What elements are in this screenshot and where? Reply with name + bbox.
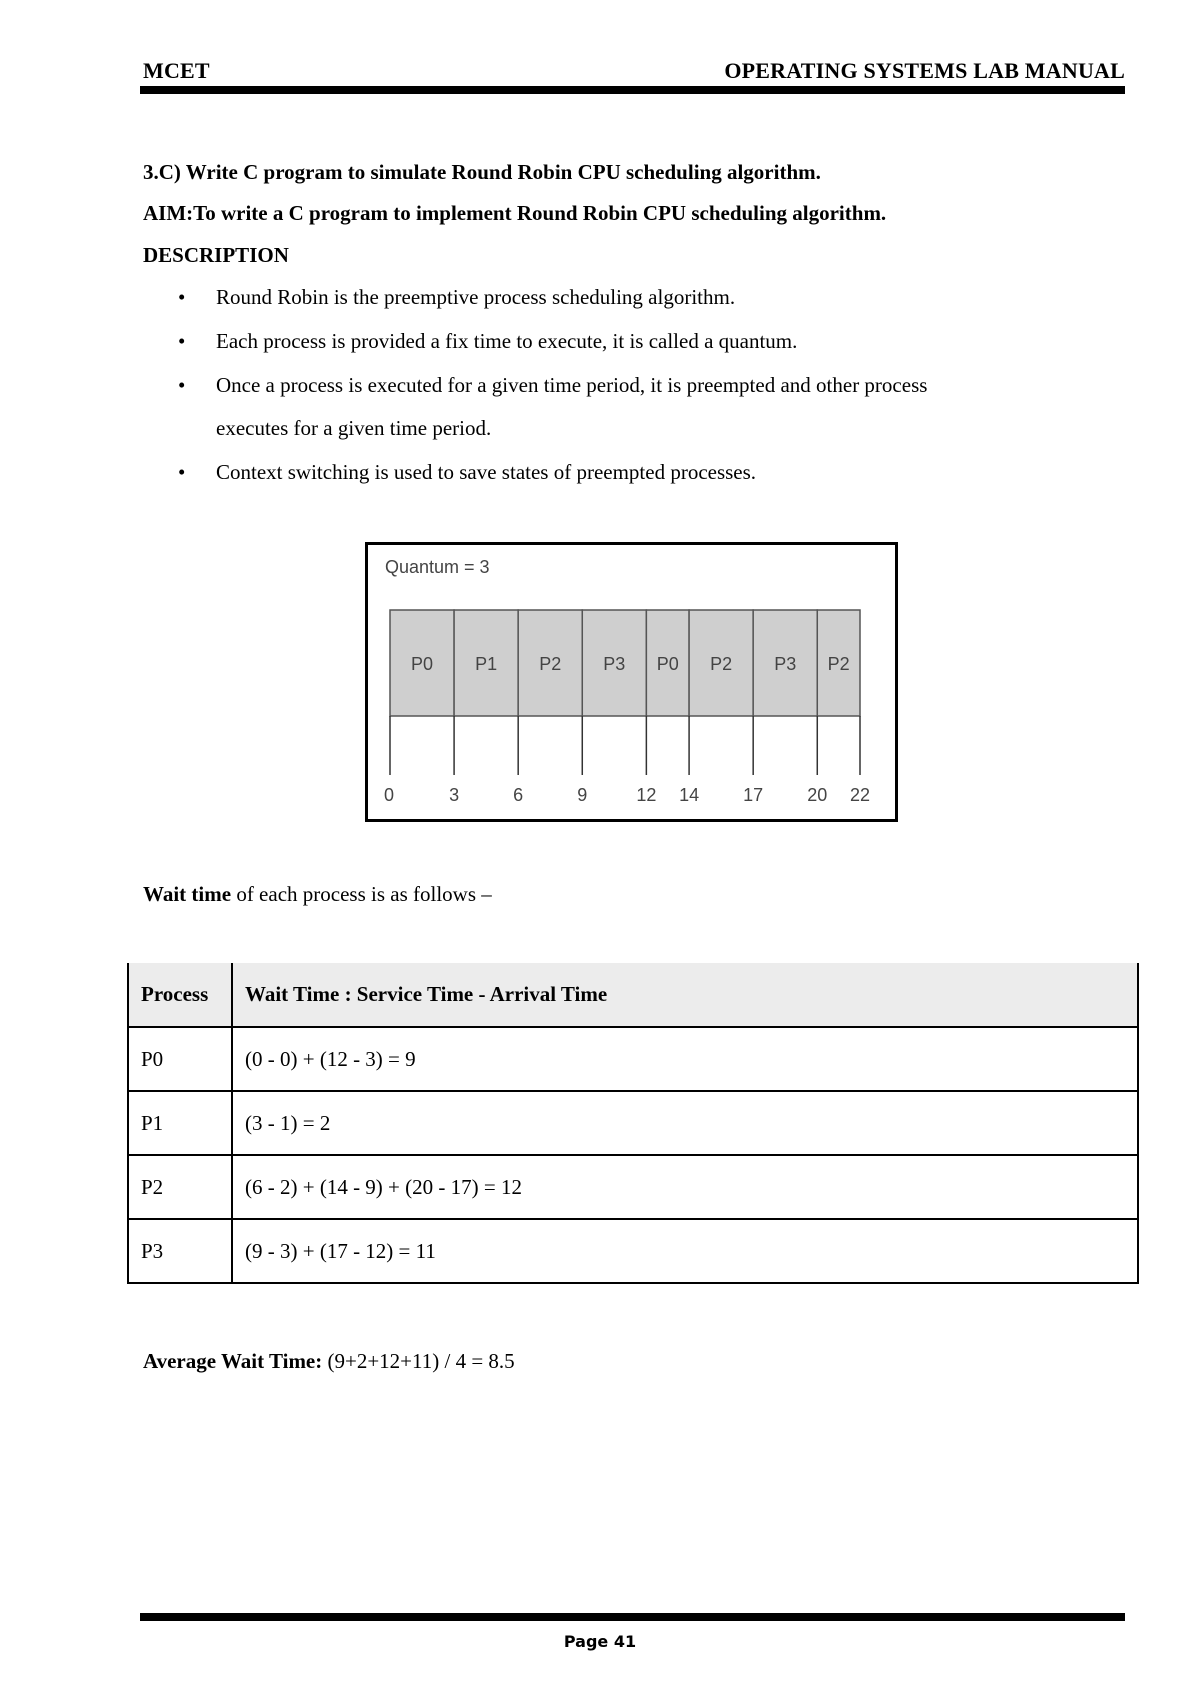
gantt-tick-label: 0 <box>384 785 395 805</box>
gantt-chart <box>368 545 895 819</box>
gantt-tick-label: 3 <box>449 785 460 805</box>
table-cell-process: P3 <box>128 1219 232 1283</box>
table-row <box>128 1219 1138 1283</box>
bullet-item: Once a process is executed for a given time period, it is preempted and other process <box>216 373 928 397</box>
average-wait-time-value: (9+2+12+11) / 4 = 8.5 <box>322 1349 515 1373</box>
header-cell-wait-time: Wait Time : Service Time - Arrival Time <box>232 963 1138 1027</box>
gantt-tick-label: 20 <box>807 785 828 805</box>
gantt-segment-label: P2 <box>710 654 733 674</box>
bullet-dot: • <box>178 285 186 309</box>
table-header-row <box>128 963 1138 1027</box>
table-row <box>128 1155 1138 1219</box>
wait-time-intro-bold: Wait time <box>143 882 232 906</box>
bullet-item: Each process is provided a fix time to execute, it is called a quantum. <box>216 329 798 353</box>
gantt-segment-label: P2 <box>539 654 562 674</box>
wait-time-intro <box>143 882 492 907</box>
table-cell-wait-time: (9 - 3) + (17 - 12) = 11 <box>232 1219 1138 1283</box>
gantt-tick-label: 12 <box>636 785 657 805</box>
table-cell-wait-time: (6 - 2) + (14 - 9) + (20 - 17) = 12 <box>232 1155 1138 1219</box>
average-wait-time <box>143 1349 515 1374</box>
description-heading: DESCRIPTION <box>143 243 289 267</box>
bullet-dot: • <box>178 329 186 353</box>
gantt-tick-label: 22 <box>849 785 871 805</box>
gantt-segment-label: P1 <box>475 654 498 674</box>
gantt-tick-label: 6 <box>513 785 524 805</box>
bullet-dot: • <box>178 373 186 397</box>
table-cell-wait-time: (0 - 0) + (12 - 3) = 9 <box>232 1027 1138 1091</box>
gantt-tick-label: 17 <box>743 785 764 805</box>
bullet-item: Round Robin is the preemptive process scheduling algorithm. <box>216 285 736 309</box>
gantt-segment-label: P2 <box>827 654 850 674</box>
header-left: MCET <box>143 58 210 83</box>
gantt-segment-label: P0 <box>656 654 679 674</box>
page-title: 3.C) Write C program to simulate Round Robin CPU scheduling algorithm. <box>143 160 821 184</box>
bullet-item-continuation: executes for a given time period. <box>216 416 492 440</box>
gantt-tick-label: 9 <box>577 785 588 805</box>
table-cell-process: P1 <box>128 1091 232 1155</box>
header-right: OPERATING SYSTEMS LAB MANUAL <box>724 58 1125 83</box>
footer-rule <box>140 1613 1125 1621</box>
gantt-figure <box>365 542 898 822</box>
gantt-segment-label: P3 <box>774 654 797 674</box>
average-wait-time-label: Average Wait Time: <box>143 1349 323 1373</box>
gantt-segment-label: P0 <box>411 654 434 674</box>
table-row <box>128 1027 1138 1091</box>
table-row <box>128 1091 1138 1155</box>
wait-time-intro-rest: of each process is as follows – <box>231 882 492 906</box>
bullet-dot: • <box>178 460 186 484</box>
table-cell-process: P0 <box>128 1027 232 1091</box>
wait-time-table <box>127 963 1139 1284</box>
gantt-title: Quantum = 3 <box>385 557 490 577</box>
table-cell-process: P2 <box>128 1155 232 1219</box>
header-rule <box>140 86 1125 94</box>
bullet-item: Context switching is used to save states of preempted processes. <box>216 460 757 484</box>
table-cell-wait-time: (3 - 1) = 2 <box>232 1091 1138 1155</box>
page-number: Page 41 <box>563 1632 637 1651</box>
gantt-tick-label: 14 <box>679 785 700 805</box>
gantt-segment-label: P3 <box>603 654 626 674</box>
aim-statement: AIM:To write a C program to implement Round Robin CPU scheduling algorithm. <box>143 201 887 225</box>
header-cell-process: Process <box>128 963 232 1027</box>
